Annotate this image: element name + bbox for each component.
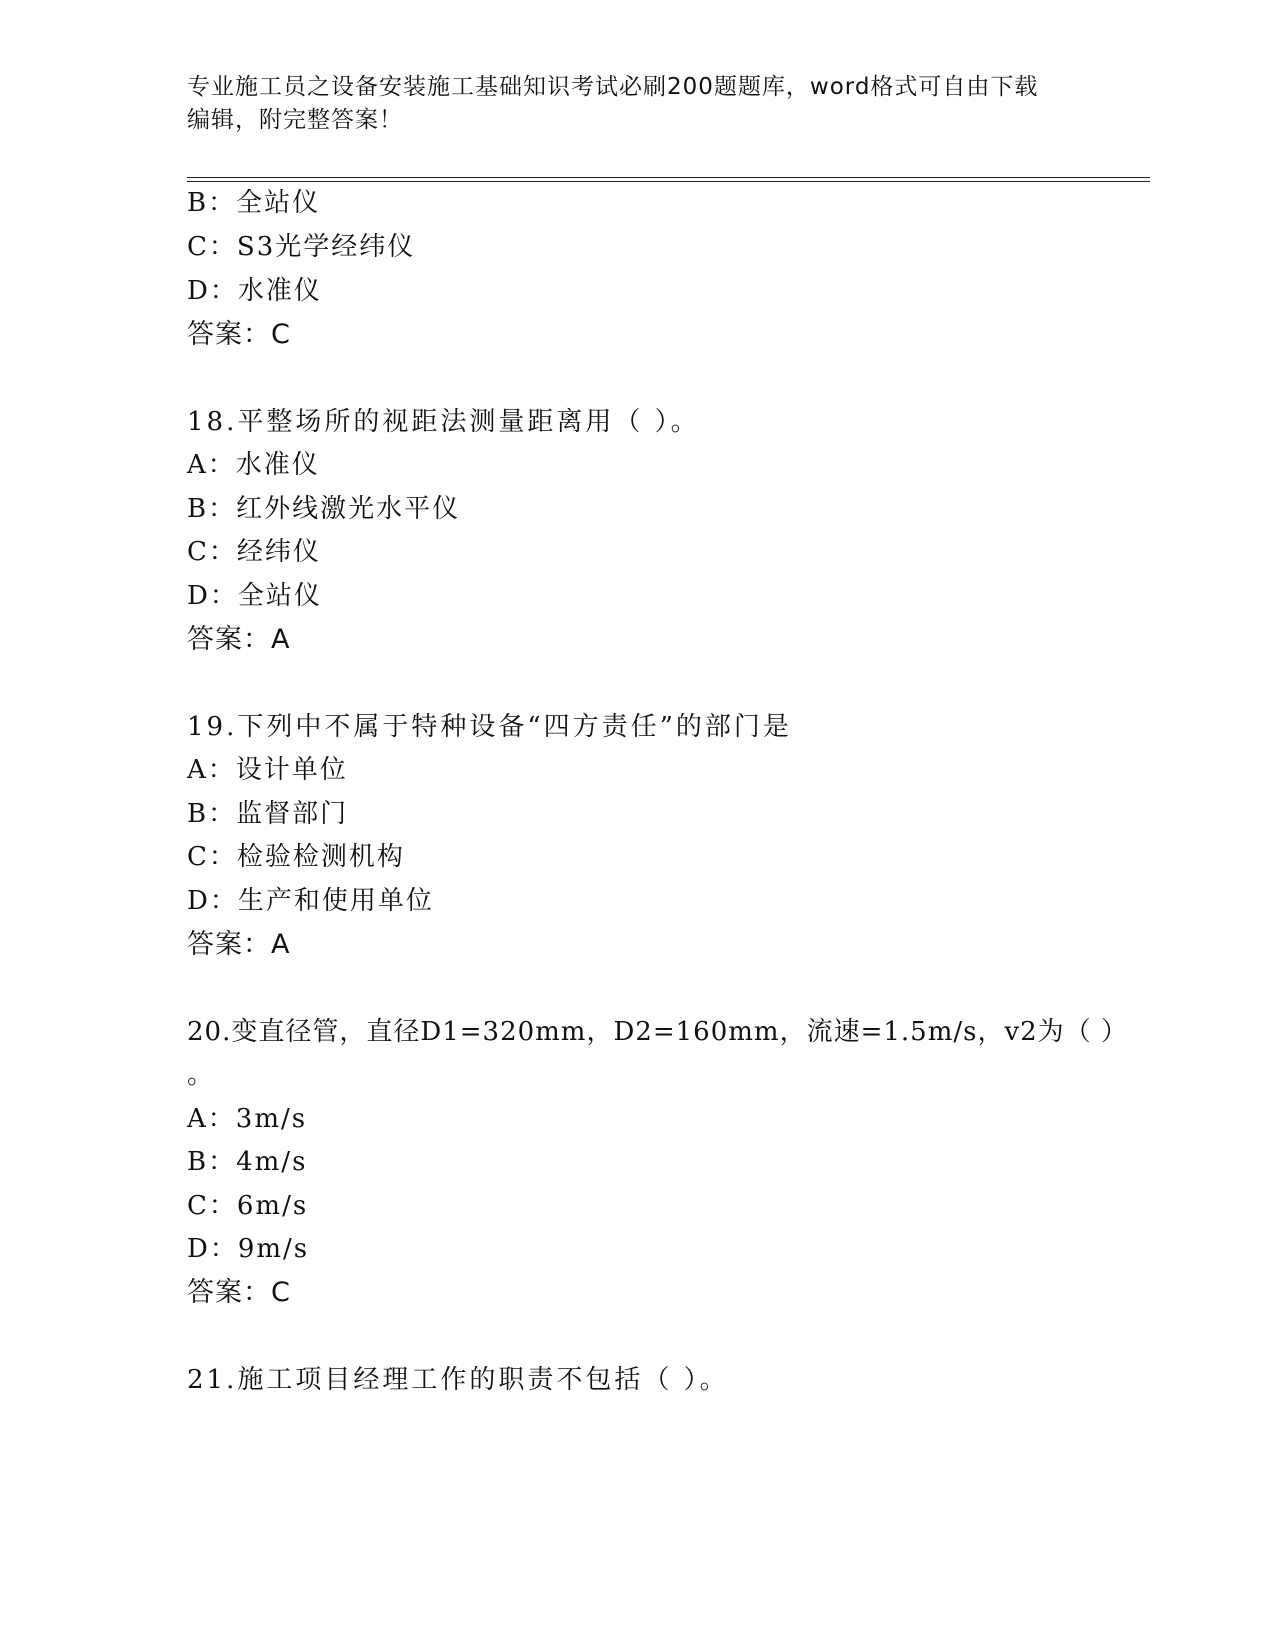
q20-option-d: D：9m/s [187,1234,310,1264]
q20-question: 20.变直径管，直径D1=320mm，D2=160mm，流速=1.5m/s，v2为（ ） [187,1017,1128,1047]
q18-option-c: C：经纬仪 [187,537,321,567]
q18-question: 18.平整场所的视距法测量距离用（ ）。 [187,407,700,437]
q19-option-d: D：生产和使用单位 [187,886,434,916]
q20-option-c: C：6m/s [187,1191,309,1221]
q20-option-b: B：4m/s [187,1147,308,1177]
q18-option-d: D：全站仪 [187,581,322,611]
q20-option-a: A：3m/s [187,1104,308,1134]
q18-option-b: B：红外线激光水平仪 [187,494,461,524]
header-divider-thin [187,177,1150,178]
q19-option-c: C：检验检测机构 [187,842,405,872]
q21-question: 21.施工项目经理工作的职责不包括（ ）。 [187,1365,729,1395]
q19-answer: 答案：A [187,929,291,960]
q19-option-b: B：监督部门 [187,799,349,829]
document-header [187,71,1087,137]
q17-option-d: D：水准仪 [187,276,322,306]
header-title-line-1: 专业施工员之设备安装施工基础知识考试必刷200题题库，word格式可自由下载 [187,74,1039,100]
q17-option-b: B：全站仪 [187,188,321,218]
q18-answer: 答案：A [187,624,291,655]
header-divider-thick [187,181,1150,182]
q19-question: 19.下列中不属于特种设备“四方责任”的部门是 [187,712,792,742]
q17-option-c: C：S3光学经纬仪 [187,232,416,262]
q17-answer: 答案：C [187,319,291,350]
q20-question-continuation: 。 [187,1060,216,1090]
header-title-line-2: 编辑，附完整答案！ [187,107,403,133]
q20-answer: 答案：C [187,1277,291,1308]
q18-option-a: A：水准仪 [187,450,320,480]
q19-option-a: A：设计单位 [187,755,348,785]
